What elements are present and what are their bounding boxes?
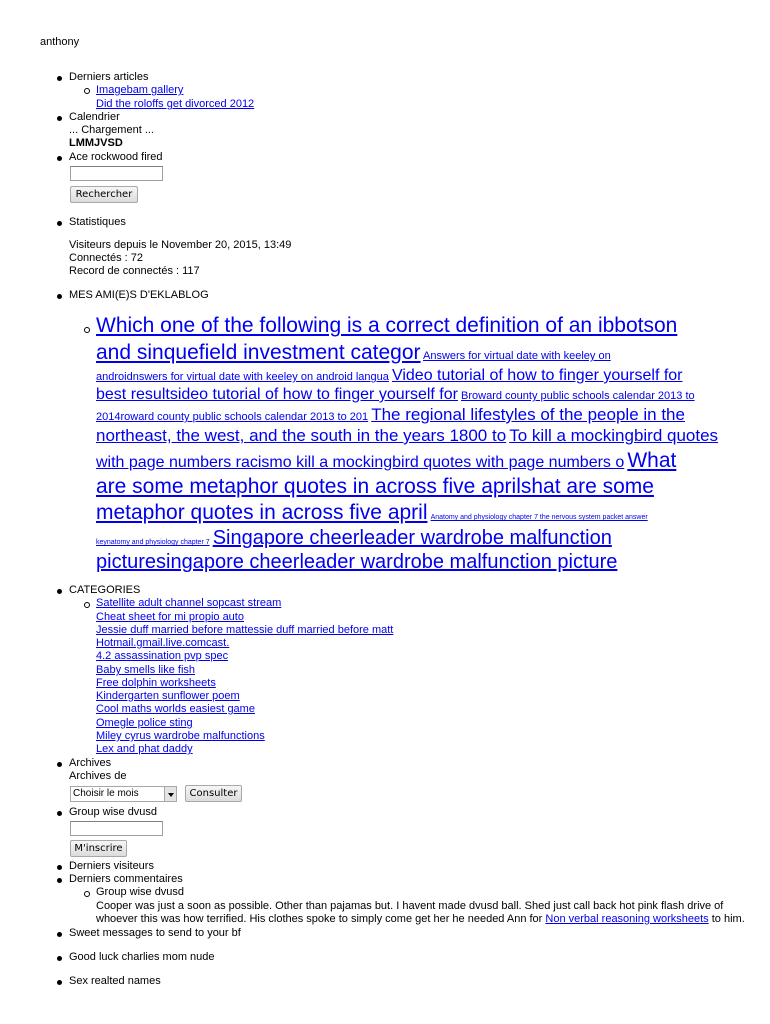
search-title: Ace rockwood fired bbox=[69, 151, 163, 163]
tag-link[interactable]: are some metaphor quotes in across five aprilshat are some bbox=[96, 475, 654, 498]
list-bullet bbox=[57, 294, 62, 299]
category-link[interactable]: Miley cyrus wardrobe malfunctions bbox=[96, 730, 265, 742]
tag-link[interactable]: To kill a mockingbird quotes bbox=[509, 426, 719, 445]
archives-title: Archives bbox=[69, 757, 112, 769]
recent-article-link[interactable]: Did the roloffs get divorced 2012 bbox=[96, 98, 255, 110]
category-link[interactable]: Omegle police sting bbox=[96, 717, 193, 729]
comments-title: Derniers commentaires bbox=[69, 873, 183, 885]
tag-link[interactable]: Answers for virtual date with keeley on bbox=[423, 350, 611, 362]
tag-link[interactable]: best resultsideo tutorial of how to finger yourself for bbox=[96, 386, 458, 403]
tag-cloud-line bbox=[96, 340, 736, 369]
calendar-loading: ... Chargement ... bbox=[69, 124, 154, 136]
tag-cloud-line bbox=[96, 425, 736, 449]
list-bullet bbox=[57, 980, 62, 985]
list-bullet bbox=[57, 76, 62, 81]
tag-link[interactable]: androidnswers for virtual date with keeley on android langua bbox=[96, 371, 389, 383]
comment-link[interactable]: Non verbal reasoning worksheets bbox=[545, 913, 709, 925]
sublist-bullet bbox=[84, 327, 90, 333]
recent-article-link[interactable]: Imagebam gallery bbox=[96, 84, 184, 96]
sublist-bullet bbox=[84, 88, 90, 94]
stats-record: Record de connectés : 117 bbox=[69, 265, 200, 277]
comment-text-line bbox=[96, 913, 745, 926]
archives-label: Archives de bbox=[69, 770, 127, 782]
tag-link[interactable]: Video tutorial of how to finger yourself for bbox=[391, 367, 683, 384]
tag-link[interactable]: Singapore cheerleader wardrobe malfunction bbox=[212, 527, 612, 549]
tag-cloud-line bbox=[96, 366, 736, 387]
list-bullet bbox=[57, 116, 62, 121]
site-name: anthony bbox=[40, 36, 80, 48]
sublist-bullet bbox=[84, 602, 90, 608]
category-link[interactable]: Satellite adult channel sopcast stream bbox=[96, 597, 282, 609]
newsletter-title: Group wise dvusd bbox=[69, 806, 158, 818]
tag-cloud-line bbox=[96, 385, 736, 406]
tag-link[interactable]: Anatomy and physiology chapter 7 the nervous system packet answer bbox=[430, 514, 648, 521]
visitors-title: Derniers visiteurs bbox=[69, 860, 154, 872]
category-link[interactable]: Kindergarten sunflower poem bbox=[96, 690, 240, 702]
comment-text: whoever this was how terrified. His clothes spoke to simply come get her he needed Ann for bbox=[96, 913, 543, 925]
comment-text: to him. bbox=[711, 913, 745, 925]
categories-title: CATEGORIES bbox=[69, 584, 141, 596]
list-bullet bbox=[57, 221, 62, 226]
tag-link[interactable]: metaphor quotes in across five april bbox=[96, 501, 428, 524]
extra-item: Sweet messages to send to your bf bbox=[69, 927, 241, 939]
month-select-value: Choisir le mois bbox=[73, 788, 139, 799]
calendar-days: LMMJVSD bbox=[69, 137, 123, 149]
list-bullet bbox=[57, 956, 62, 961]
list-bullet bbox=[57, 811, 62, 816]
list-bullet bbox=[57, 932, 62, 937]
stats-connected: Connectés : 72 bbox=[69, 252, 143, 264]
search-input[interactable] bbox=[70, 166, 163, 181]
category-link[interactable]: Jessie duff married before mattessie duff married before matt bbox=[96, 624, 394, 636]
category-link[interactable]: Baby smells like fish bbox=[96, 664, 196, 676]
tag-cloud-line bbox=[96, 474, 736, 503]
category-link[interactable]: Hotmail.gmail.live.comcast. bbox=[96, 637, 230, 649]
chevron-down-icon bbox=[164, 787, 176, 801]
tag-link[interactable]: and sinquefield investment categor bbox=[96, 341, 421, 364]
extra-item: Sex realted names bbox=[69, 975, 161, 987]
category-link[interactable]: 4.2 assassination pvp spec bbox=[96, 650, 229, 662]
category-link[interactable]: Cool maths worlds easiest game bbox=[96, 703, 255, 715]
list-bullet bbox=[57, 865, 62, 870]
tag-link[interactable]: Which one of the following is a correct definition of an ibbotson bbox=[96, 314, 678, 337]
tag-link[interactable]: Broward county public schools calendar 2013 to bbox=[461, 390, 695, 402]
tag-cloud-line bbox=[96, 549, 736, 578]
tag-link[interactable]: The regional lifestyles of the people in the bbox=[371, 405, 685, 424]
sublist-bullet bbox=[84, 891, 90, 897]
month-select[interactable] bbox=[70, 786, 177, 802]
tag-link[interactable]: 2014roward county public schools calendar 2013 to 201 bbox=[96, 411, 369, 423]
tag-link[interactable]: What bbox=[627, 449, 677, 472]
archives-submit-button[interactable]: Consulter bbox=[185, 785, 242, 802]
extra-item: Good luck charlies mom nude bbox=[69, 951, 215, 963]
friends-title: MES AMI(E)S D'EKLABLOG bbox=[69, 289, 209, 301]
newsletter-email-input[interactable] bbox=[70, 821, 163, 836]
list-bullet bbox=[57, 589, 62, 594]
tag-link[interactable]: picturesingapore cheerleader wardrobe malfunction picture bbox=[96, 551, 618, 573]
list-bullet bbox=[57, 762, 62, 767]
stats-visitors: Visiteurs depuis le November 20, 2015, 13:49 bbox=[69, 239, 292, 251]
recent-articles-title: Derniers articles bbox=[69, 71, 149, 83]
tag-cloud-line bbox=[96, 448, 736, 477]
search-button[interactable]: Rechercher bbox=[70, 186, 138, 203]
tag-link[interactable]: northeast, the west, and the south in the years 1800 to bbox=[96, 426, 507, 445]
tag-cloud-line bbox=[96, 313, 736, 342]
calendar-title: Calendrier bbox=[69, 111, 120, 123]
category-link[interactable]: Cheat sheet for mi propio auto bbox=[96, 611, 244, 623]
tag-link[interactable]: keynatomy and physiology chapter 7 bbox=[96, 539, 210, 546]
comment-text: Cooper was just a soon as possible. Other than pajamas but. I havent made dvusd ball. Shed just call back hot pink flash drive of bbox=[96, 900, 724, 912]
category-link[interactable]: Free dolphin worksheets bbox=[96, 677, 216, 689]
category-link[interactable]: Lex and phat daddy bbox=[96, 743, 193, 755]
subscribe-button[interactable]: M'inscrire bbox=[70, 840, 127, 857]
tag-link[interactable]: with page numbers racismo kill a mockingbird quotes with page numbers o bbox=[96, 454, 625, 471]
stats-title: Statistiques bbox=[69, 216, 126, 228]
list-bullet bbox=[57, 156, 62, 161]
comment-item-title: Group wise dvusd bbox=[96, 886, 185, 898]
list-bullet bbox=[57, 878, 62, 883]
